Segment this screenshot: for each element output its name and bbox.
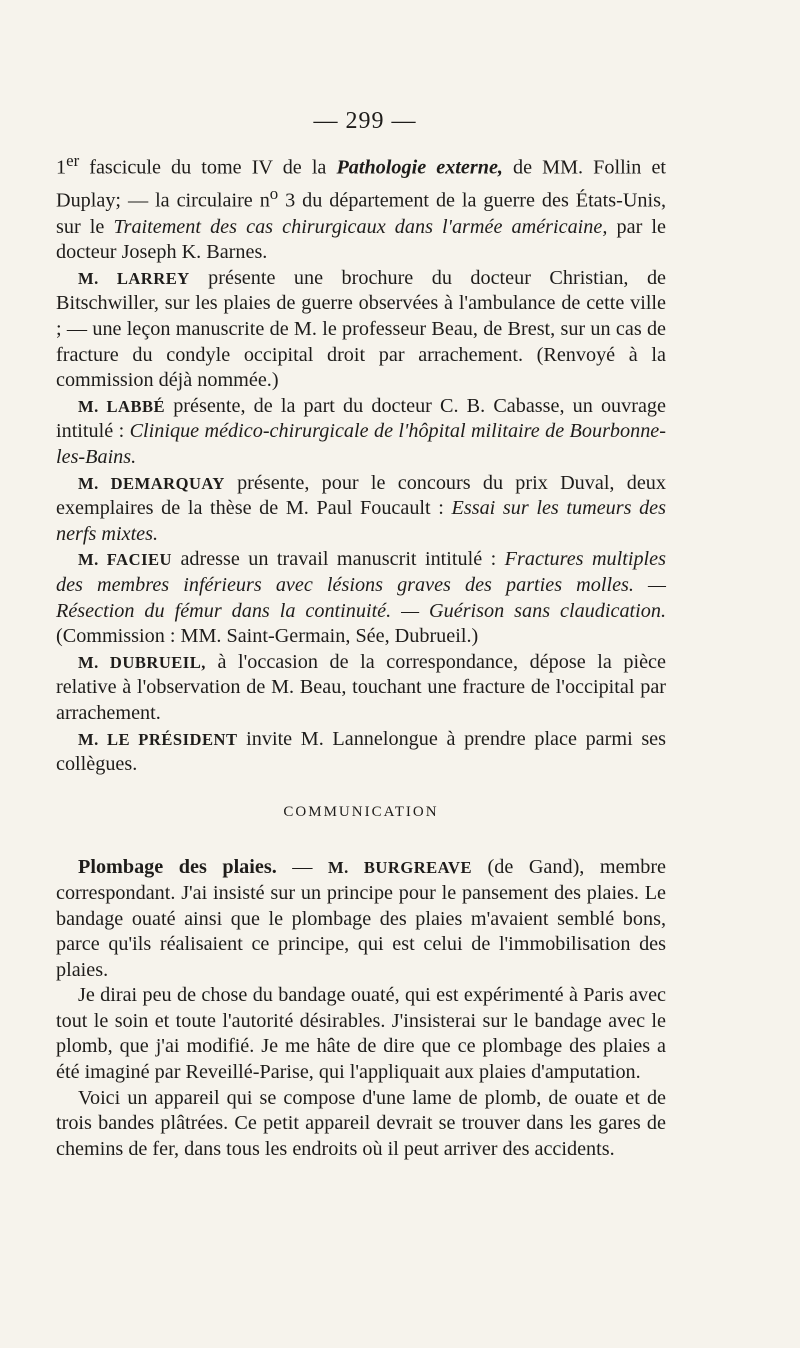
text-run: présente, pour le concours du prix Duval, deux exemplaires de la thèse de M. Paul Foucault : <box>56 471 666 520</box>
paragraph-president <box>56 727 666 778</box>
page-number: — 299 — <box>313 108 417 134</box>
section-title: COMMUNICATION <box>283 803 439 820</box>
text-run: (de Gand), membre correspondant. J'ai insisté sur un principe pour le pansement des plaies. Le bandage ouaté ainsi que le plombage des plaies m'avaient semblé bons, parce qu'ils réalisaient ce principe, qui est celui de l'immobilisation des plaies. <box>56 856 667 981</box>
text-run: (Commission : MM. Saint-Germain, Sée, Dubrueil.) <box>56 625 479 648</box>
text-run: de MM. Follin et Duplay; — la circulaire n <box>56 156 667 213</box>
speaker-name: M. LARREY <box>78 268 190 288</box>
text-run: présente une brochure du docteur Christian, de Bitschwiller, sur les plaies de guerre observées à l'ambulance de cette ville ; — une leçon manuscrite de M. le professeur Beau, de Brest, sur un cas de fracture du condyle occipital droit par arrachement. (Renvoyé à la commission déjà nommée.) <box>56 266 667 392</box>
paragraph-dubrueil <box>56 650 666 727</box>
paragraph-appareil: Voici un appareil qui se compose d'une lame de plomb, de ouate et de trois bandes plâtrées. Ce petit appareil devrait se trouver dans les gares de chemins de fer, dans tous les endroits où il peut arriver des accidents. <box>56 1086 666 1160</box>
italic-title: Fractures multiples des membres inférieurs avec lésions graves des parties molles. — Résection du fémur dans la continuité. — Guérison sans claudication. <box>56 548 666 622</box>
speaker-name: M. DUBRUEIL, <box>78 652 206 672</box>
paragraph-burgreave <box>56 855 666 983</box>
paragraph-labbe <box>56 394 666 471</box>
italic-title: Traitement des cas chirurgicaux dans l'armée américaine, <box>113 215 608 238</box>
text-run: — <box>276 856 329 879</box>
text-run: présente, de la part du docteur C. B. Cabasse, un ouvrage intitulé : <box>56 394 666 443</box>
paragraph-larrey <box>56 266 666 394</box>
text-run: à l'occasion de la correspondance, dépose la pièce relative à l'observation de M. Beau, touchant une fracture de l'occipital par arrachement. <box>56 650 666 724</box>
superscript: er <box>66 151 80 170</box>
italic-title: Pathologie externe, <box>336 156 503 179</box>
communication-title: Plombage des plaies. <box>78 856 277 879</box>
italic-title: Essai sur les tumeurs des nerfs mixtes. <box>56 497 666 545</box>
speaker-name: M. BURGREAVE <box>328 858 472 878</box>
text-run: fascicule du tome IV de la <box>79 156 337 179</box>
italic-title: Clinique médico-chirurgicale de l'hôpital militaire de Bourbonne-les-Bains. <box>56 420 666 468</box>
speaker-name: M. FACIEU <box>78 550 172 570</box>
speaker-name: M. LABBÉ <box>78 396 166 416</box>
text-run: 1 <box>56 156 67 179</box>
text-run: par le docteur Joseph K. Barnes. <box>56 215 666 264</box>
text-run: 3 du département de la guerre des États-Unis, sur le <box>56 190 667 238</box>
text-run: invite M. Lannelongue à prendre place parmi ses collègues. <box>56 727 666 776</box>
speaker-name: M. DEMARQUAY <box>78 473 225 493</box>
speaker-name: M. LE PRÉSIDENT <box>78 729 238 749</box>
superscript: o <box>269 184 279 204</box>
paragraph-bandage: Je dirai peu de chose du bandage ouaté, qui est expérimenté à Paris avec tout le soin et toute l'autorité désirables. J'insisterai sur le bandage avec le plomb, que j'ai modifié. Je me hâte de dire que ce plombage des plaies a été imaginé par Reveillé-Parise, qui l'appliquait aux plaies d'amputation. <box>56 984 666 1084</box>
text-run: adresse un travail manuscrit intitulé : <box>172 548 505 571</box>
paragraph-facieu <box>56 547 666 649</box>
paragraph-demarquay <box>56 471 666 548</box>
paragraph-references <box>56 148 666 266</box>
body-text <box>56 148 666 1162</box>
